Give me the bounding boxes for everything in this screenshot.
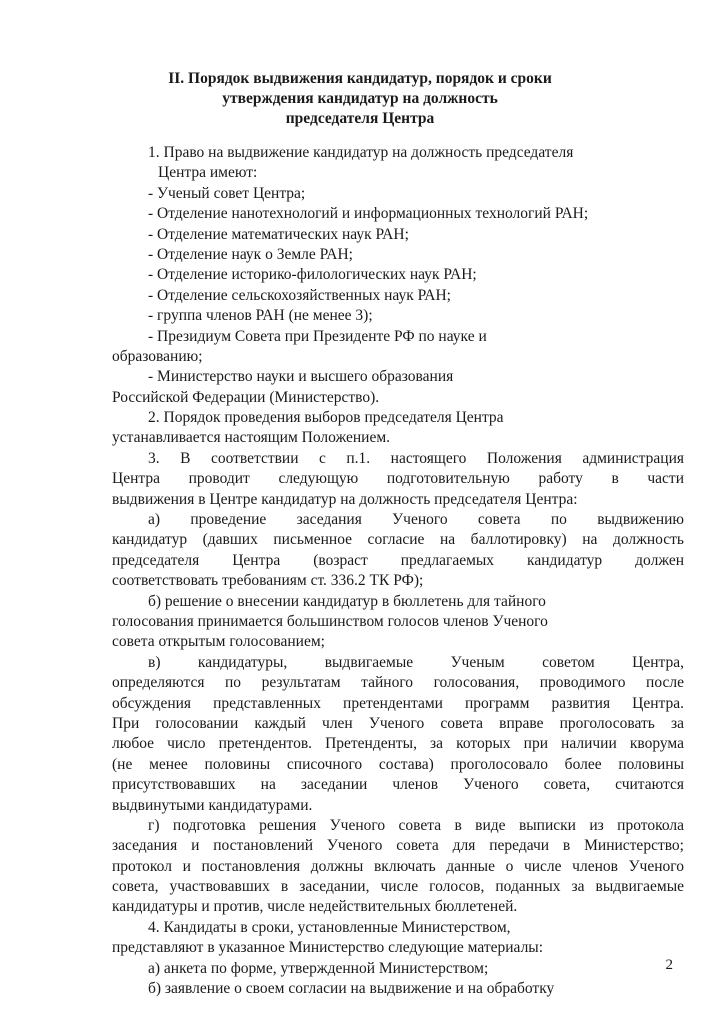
text-line: выдвинутыми кандидатурами. xyxy=(112,796,313,814)
text-line: обсуждения представленных претендентами программ развития Центра. xyxy=(112,694,684,712)
text-line: устанавливается настоящим Положением. xyxy=(112,429,391,447)
text-line: 3. В соответствии с п.1. настоящего Положения администрация xyxy=(148,449,684,467)
text-line: - группа членов РАН (не менее 3); xyxy=(148,307,373,325)
page-number: 2 xyxy=(665,957,673,973)
text-line: - Министерство науки и высшего образования xyxy=(148,368,454,386)
text-line: а) анкета по форме, утвержденной Министерством; xyxy=(148,959,489,977)
text-line: - Ученый совет Центра; xyxy=(148,184,306,202)
text-line: 2. Порядок проведения выборов председателя Центра xyxy=(148,409,504,427)
text-line: - Отделение наук о Земле РАН; xyxy=(148,245,353,263)
text-line: - Отделение математических наук РАН; xyxy=(148,225,409,243)
text-line: - Президиум Совета при Президенте РФ по науке и xyxy=(148,327,487,345)
text-line: г) подготовка решения Ученого совета в виде выписки из протокола xyxy=(148,816,684,834)
text-line: голосования принимается большинством голосов членов Ученого xyxy=(112,612,548,630)
heading-line: председателя Центра xyxy=(285,110,435,127)
section-heading xyxy=(100,69,620,129)
text-line: образованию; xyxy=(112,347,203,365)
text-line: - Отделение сельскохозяйственных наук РАН; xyxy=(148,286,451,304)
text-line: кандидатуры и против, числе недействительных бюллетеней. xyxy=(112,898,518,916)
document-body xyxy=(112,143,684,999)
text-line: совета открытым голосованием; xyxy=(112,633,325,651)
text-line: совета, участвовавших в заседании, числе голосов, поданных за выдвигаемые xyxy=(112,878,684,896)
text-line: 1. Право на выдвижение кандидатур на должность председателя xyxy=(148,144,574,161)
text-line: протокол и постановления должны включать данные о числе членов Ученого xyxy=(112,857,684,875)
text-line: Центра имеют: xyxy=(158,164,258,182)
text-line: а) проведение заседания Ученого совета по выдвижению xyxy=(148,511,684,529)
text-line: соответствовать требованиям ст. 336.2 ТК РФ); xyxy=(112,572,424,590)
text-line: Центра проводит следующую подготовительную работу в части xyxy=(112,470,684,488)
text-line: присутствовавших на заседании членов Ученого совета, считаются xyxy=(112,776,684,794)
text-line: кандидатур (давших письменное согласие на баллотировку) на должность xyxy=(112,531,684,549)
text-line: заседания и постановлений Ученого совета для передачи в Министерство; xyxy=(112,837,684,855)
text-line: определяются по результатам тайного голосования, проводимого после xyxy=(112,674,684,692)
text-line: б) заявление о своем согласии на выдвижение и на обработку xyxy=(148,980,555,998)
text-line: любое число претендентов. Претенденты, за которых при наличии кворума xyxy=(112,735,684,753)
text-line: председателя Центра (возраст предлагаемых кандидатур должен xyxy=(112,551,684,569)
text-line: - Отделение историко-филологических наук РАН; xyxy=(148,266,477,284)
text-line: Российской Федерации (Министерство). xyxy=(112,388,380,406)
text-line: При голосовании каждый член Ученого совета вправе проголосовать за xyxy=(112,714,684,732)
text-line: (не менее половины списочного состава) проголосовало более половины xyxy=(112,755,684,773)
text-line: представляют в указанное Министерство следующие материалы: xyxy=(112,939,544,957)
text-line: в) кандидатуры, выдвигаемые Ученым советом Центра, xyxy=(148,653,684,671)
text-line: б) решение о внесении кандидатур в бюллетень для тайного xyxy=(148,592,546,610)
text-line: - Отделение нанотехнологий и информационных технологий РАН; xyxy=(148,205,589,223)
heading-line: утверждения кандидатур на должность xyxy=(222,90,498,107)
text-line: 4. Кандидаты в сроки, установленные Министерством, xyxy=(148,918,511,936)
text-line: выдвижения в Центре кандидатур на должность председателя Центра: xyxy=(112,490,578,508)
heading-line: II. Порядок выдвижения кандидатур, порядок и сроки xyxy=(168,70,552,87)
